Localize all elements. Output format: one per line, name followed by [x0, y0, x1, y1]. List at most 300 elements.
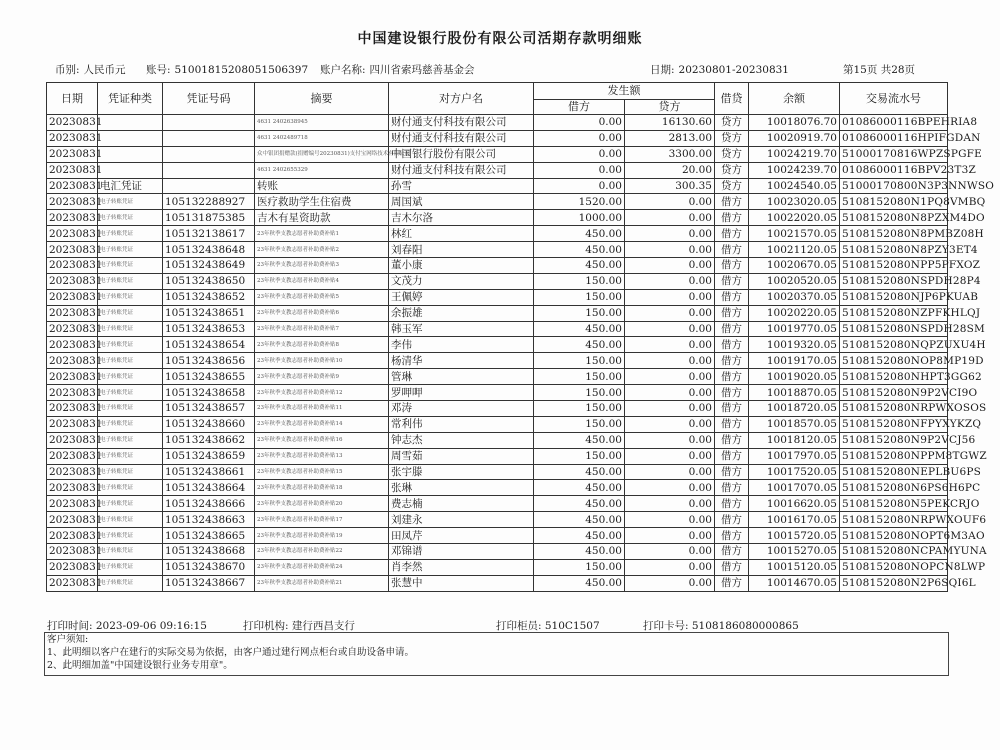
table-row	[47, 194, 948, 210]
cell-serial: 5108152080NHPT3GG62	[840, 369, 948, 385]
cell-memo: 23年秋季支教志愿者补助费补贴15	[255, 464, 389, 480]
cell-date: 20230831	[47, 353, 98, 369]
cell-voucher: 105132438648	[163, 242, 255, 258]
cell-voucher	[163, 178, 255, 194]
table-row	[47, 496, 948, 512]
cell-credit: 0.00	[625, 496, 715, 512]
cell-credit: 3300.00	[625, 146, 715, 162]
cell-credit: 0.00	[625, 559, 715, 575]
cell-dc: 借方	[715, 273, 749, 289]
cell-counterparty: 张琳	[389, 480, 534, 496]
cell-type: 电子转账凭证	[98, 480, 163, 496]
cell-serial: 5108152080NSPDH28P4	[840, 273, 948, 289]
table-row	[47, 416, 948, 432]
notice-line-1: 1、此明细以客户在建行的实际交易为依据，由客户通过建行网点柜台或自助设备申请。	[47, 647, 415, 658]
cell-type: 电子转账凭证	[98, 575, 163, 591]
cell-debit: 450.00	[534, 528, 625, 544]
cell-debit: 150.00	[534, 401, 625, 417]
cell-type: 电子转账凭证	[98, 464, 163, 480]
cell-serial: 01086000116BPEHRIA8	[840, 115, 948, 131]
cell-memo: 23年秋季支教志愿者补助费补贴22	[255, 544, 389, 560]
header-serial: 交易流水号	[840, 83, 948, 115]
cell-balance: 10017520.05	[749, 464, 840, 480]
cell-memo: 转账	[255, 178, 389, 194]
cell-serial: 01086000116BPV23T3Z	[840, 162, 948, 178]
cell-dc: 借方	[715, 544, 749, 560]
header-voucher-type: 凭证种类	[98, 83, 163, 115]
header-credit: 贷方	[625, 100, 715, 115]
cell-date: 20230831	[47, 162, 98, 178]
cell-credit: 0.00	[625, 416, 715, 432]
cell-serial: 5108152080NSPDH28SM	[840, 321, 948, 337]
cell-counterparty: 财付通支付科技有限公司	[389, 115, 534, 131]
cell-counterparty: 张慧中	[389, 575, 534, 591]
cell-balance: 10021570.05	[749, 226, 840, 242]
cell-credit: 0.00	[625, 369, 715, 385]
cell-type: 电子转账凭证	[98, 512, 163, 528]
table-row	[47, 369, 948, 385]
account-info	[146, 62, 308, 77]
cell-type: 电子转账凭证	[98, 385, 163, 401]
cell-credit: 0.00	[625, 464, 715, 480]
cell-debit: 1000.00	[534, 210, 625, 226]
table-row	[47, 337, 948, 353]
cell-voucher: 105132438652	[163, 289, 255, 305]
cell-type: 电子转账凭证	[98, 353, 163, 369]
cell-debit: 0.00	[534, 115, 625, 131]
cell-dc: 借方	[715, 321, 749, 337]
cell-credit: 0.00	[625, 480, 715, 496]
cell-debit: 450.00	[534, 337, 625, 353]
cell-date: 20230831	[47, 226, 98, 242]
cell-date: 20230831	[47, 464, 98, 480]
cell-serial: 5108152080N8PZY3ET4	[840, 242, 948, 258]
table-row	[47, 130, 948, 146]
cell-serial: 5108152080NZPFKHLQJ	[840, 305, 948, 321]
cell-type: 电子转账凭证	[98, 448, 163, 464]
cell-date: 20230831	[47, 432, 98, 448]
cell-credit: 0.00	[625, 575, 715, 591]
cell-memo: 23年秋季支教志愿者补助费补贴6	[255, 305, 389, 321]
cell-memo: 4631 2402489718	[255, 130, 389, 146]
cell-balance: 10018720.05	[749, 401, 840, 417]
cell-counterparty: 文茂力	[389, 273, 534, 289]
cell-debit: 450.00	[534, 480, 625, 496]
cell-balance: 10016620.05	[749, 496, 840, 512]
cell-date: 20230831	[47, 305, 98, 321]
table-row	[47, 305, 948, 321]
cell-date: 20230831	[47, 369, 98, 385]
cell-date: 20230831	[47, 321, 98, 337]
cell-balance: 10017970.05	[749, 448, 840, 464]
cell-type: 电子转账凭证	[98, 289, 163, 305]
cell-date: 20230831	[47, 544, 98, 560]
cell-counterparty: 肖李然	[389, 559, 534, 575]
cell-type: 电汇凭证	[98, 178, 163, 194]
cell-balance: 10018570.05	[749, 416, 840, 432]
header-balance: 余额	[749, 83, 840, 115]
cell-credit: 0.00	[625, 448, 715, 464]
table-row	[47, 178, 948, 194]
cell-dc: 借方	[715, 242, 749, 258]
cell-type: 电子转账凭证	[98, 242, 163, 258]
cell-memo: 23年秋季支教志愿者补助费补贴18	[255, 480, 389, 496]
cell-serial: 5108152080NQPZUXU4H	[840, 337, 948, 353]
cell-balance: 10018870.05	[749, 385, 840, 401]
cell-counterparty: 管琳	[389, 369, 534, 385]
header-date: 日期	[47, 83, 98, 115]
header-counterparty: 对方户名	[389, 83, 534, 115]
cell-credit: 0.00	[625, 432, 715, 448]
cell-counterparty: 刘建永	[389, 512, 534, 528]
cell-date: 20230831	[47, 258, 98, 274]
account-name-info	[320, 62, 475, 77]
cell-voucher: 105132438662	[163, 432, 255, 448]
cell-counterparty: 周雪茹	[389, 448, 534, 464]
cell-type: 电子转账凭证	[98, 258, 163, 274]
cell-voucher: 105131875385	[163, 210, 255, 226]
cell-balance: 10019770.05	[749, 321, 840, 337]
cell-balance: 10023020.05	[749, 194, 840, 210]
cell-dc: 借方	[715, 305, 749, 321]
cell-counterparty: 常利伟	[389, 416, 534, 432]
cell-credit: 0.00	[625, 385, 715, 401]
cell-credit: 0.00	[625, 289, 715, 305]
table-row	[47, 321, 948, 337]
cell-dc: 借方	[715, 528, 749, 544]
transaction-rows	[47, 115, 995, 592]
cell-balance: 10017070.05	[749, 480, 840, 496]
cell-debit: 0.00	[534, 178, 625, 194]
cell-debit: 150.00	[534, 289, 625, 305]
cell-serial: 5108152080NFPYXYKZQ	[840, 416, 948, 432]
cell-type: 电子转账凭证	[98, 194, 163, 210]
cell-date: 20230831	[47, 480, 98, 496]
cell-credit: 0.00	[625, 401, 715, 417]
print-time: 打印时间: 2023-09-06 09:16:15	[47, 620, 207, 632]
cell-date: 20230831	[47, 512, 98, 528]
table-row	[47, 559, 948, 575]
cell-type: 电子转账凭证	[98, 416, 163, 432]
cell-voucher: 105132438655	[163, 369, 255, 385]
cell-dc: 借方	[715, 559, 749, 575]
cell-serial: 5108152080N9P2VCI9O	[840, 385, 948, 401]
cell-counterparty: 刘春阳	[389, 242, 534, 258]
account-name-label: 账户名称:	[320, 64, 366, 76]
cell-serial: 51000170800N3P3NNWSO	[840, 178, 948, 194]
cell-debit: 150.00	[534, 448, 625, 464]
cell-balance: 10015270.05	[749, 544, 840, 560]
cell-type	[98, 162, 163, 178]
cell-type: 电子转账凭证	[98, 369, 163, 385]
date-range-label: 日期:	[650, 64, 675, 76]
cell-voucher: 105132438649	[163, 258, 255, 274]
cell-balance: 10020670.05	[749, 258, 840, 274]
table-row	[47, 480, 948, 496]
cell-credit: 20.00	[625, 162, 715, 178]
cell-serial: 5108152080NOP8MP19D	[840, 353, 948, 369]
date-range-info	[650, 62, 789, 77]
cell-date: 20230831	[47, 289, 98, 305]
cell-counterparty: 罗呷呷	[389, 385, 534, 401]
page-info: 第15页 共28页	[843, 64, 916, 76]
cell-type	[98, 146, 163, 162]
cell-counterparty: 杨清华	[389, 353, 534, 369]
date-range-value: 20230801-20230831	[678, 64, 789, 76]
cell-dc: 借方	[715, 401, 749, 417]
cell-dc: 借方	[715, 464, 749, 480]
cell-serial: 51000170816WPZSPGFE	[840, 146, 948, 162]
cell-dc: 借方	[715, 575, 749, 591]
currency-info	[55, 62, 126, 77]
cell-credit: 0.00	[625, 258, 715, 274]
cell-memo: 23年秋季支教志愿者补助费补贴14	[255, 416, 389, 432]
cell-counterparty: 林红	[389, 226, 534, 242]
cell-voucher: 105132438666	[163, 496, 255, 512]
cell-balance: 10015720.05	[749, 528, 840, 544]
cell-counterparty: 周国斌	[389, 194, 534, 210]
table-row	[47, 226, 948, 242]
cell-serial: 5108152080NOPT6M3AO	[840, 528, 948, 544]
cell-serial: 5108152080NPPM8TGWZ	[840, 448, 948, 464]
cell-memo: 23年秋季支教志愿者补助费补贴16	[255, 432, 389, 448]
cell-serial: 5108152080N2P6SQI6L	[840, 575, 948, 591]
cell-balance: 10024219.70	[749, 146, 840, 162]
cell-memo: 23年秋季支教志愿者补助费补贴24	[255, 559, 389, 575]
cell-voucher: 105132438657	[163, 401, 255, 417]
cell-counterparty: 吉木尔洛	[389, 210, 534, 226]
header-memo: 摘要	[255, 83, 389, 115]
cell-balance: 10022020.05	[749, 210, 840, 226]
cell-debit: 0.00	[534, 162, 625, 178]
cell-balance: 10020220.05	[749, 305, 840, 321]
table-row	[47, 258, 948, 274]
cell-type: 电子转账凭证	[98, 273, 163, 289]
cell-dc: 借方	[715, 448, 749, 464]
cell-voucher: 105132438670	[163, 559, 255, 575]
cell-voucher	[163, 115, 255, 131]
cell-debit: 150.00	[534, 305, 625, 321]
cell-voucher: 105132288927	[163, 194, 255, 210]
cell-memo: 4631 2402655329	[255, 162, 389, 178]
cell-type: 电子转账凭证	[98, 210, 163, 226]
cell-debit: 450.00	[534, 464, 625, 480]
cell-memo: 23年秋季支教志愿者补助费补贴1	[255, 226, 389, 242]
header-amount: 发生额	[534, 83, 715, 100]
cell-date: 20230831	[47, 528, 98, 544]
header-voucher-no: 凭证号码	[163, 83, 255, 115]
currency-value: 人民币元	[83, 64, 126, 76]
cell-debit: 1520.00	[534, 194, 625, 210]
cell-serial: 5108152080N9P2VCJ56	[840, 432, 948, 448]
cell-counterparty: 余振雄	[389, 305, 534, 321]
cell-memo: 23年秋季支教志愿者补助费补贴21	[255, 575, 389, 591]
cell-counterparty: 孙雪	[389, 178, 534, 194]
account-value: 51001815208051506397	[174, 64, 309, 76]
cell-debit: 450.00	[534, 258, 625, 274]
table-row	[47, 544, 948, 560]
header-debit: 借方	[534, 100, 625, 115]
cell-type: 电子转账凭证	[98, 305, 163, 321]
cell-balance: 10015120.05	[749, 559, 840, 575]
cell-dc: 贷方	[715, 115, 749, 131]
cell-counterparty: 李伟	[389, 337, 534, 353]
table-row	[47, 273, 948, 289]
table-row	[47, 448, 948, 464]
cell-dc: 借方	[715, 416, 749, 432]
cell-balance: 10016170.05	[749, 512, 840, 528]
cell-memo: 23年秋季支教志愿者补助费补贴8	[255, 337, 389, 353]
cell-dc: 借方	[715, 353, 749, 369]
cell-dc: 借方	[715, 369, 749, 385]
cell-credit: 0.00	[625, 337, 715, 353]
cell-voucher	[163, 130, 255, 146]
table-row	[47, 385, 948, 401]
cell-balance: 10019170.05	[749, 353, 840, 369]
cell-date: 20230831	[47, 178, 98, 194]
cell-debit: 450.00	[534, 544, 625, 560]
table-row	[47, 162, 948, 178]
cell-voucher: 105132438653	[163, 321, 255, 337]
table-row	[47, 115, 948, 131]
cell-balance: 10020520.05	[749, 273, 840, 289]
cell-debit: 150.00	[534, 416, 625, 432]
cell-voucher: 105132138617	[163, 226, 255, 242]
cell-voucher: 105132438660	[163, 416, 255, 432]
cell-date: 20230831	[47, 210, 98, 226]
cell-type: 电子转账凭证	[98, 337, 163, 353]
cell-balance: 10019320.05	[749, 337, 840, 353]
cell-memo: 23年秋季支教志愿者补助费补贴3	[255, 258, 389, 274]
cell-balance: 10024239.70	[749, 162, 840, 178]
cell-counterparty: 邓锦谱	[389, 544, 534, 560]
cell-memo: 23年秋季支教志愿者补助费补贴10	[255, 353, 389, 369]
cell-type: 电子转账凭证	[98, 528, 163, 544]
currency-label: 币别:	[55, 64, 80, 76]
cell-counterparty: 财付通支付科技有限公司	[389, 162, 534, 178]
cell-counterparty: 张宇滕	[389, 464, 534, 480]
cell-voucher: 105132438663	[163, 512, 255, 528]
cell-credit: 16130.60	[625, 115, 715, 131]
cell-debit: 150.00	[534, 559, 625, 575]
cell-credit: 0.00	[625, 528, 715, 544]
cell-credit: 0.00	[625, 544, 715, 560]
cell-voucher: 105132438664	[163, 480, 255, 496]
cell-voucher: 105132438654	[163, 337, 255, 353]
cell-debit: 0.00	[534, 130, 625, 146]
cell-voucher: 105132438656	[163, 353, 255, 369]
cell-debit: 0.00	[534, 146, 625, 162]
cell-voucher: 105132438658	[163, 385, 255, 401]
cell-dc: 贷方	[715, 162, 749, 178]
table-row	[47, 512, 948, 528]
cell-serial: 5108152080NJP6PKUAB	[840, 289, 948, 305]
cell-voucher	[163, 162, 255, 178]
cell-serial: 5108152080NPP5PFXOZ	[840, 258, 948, 274]
cell-credit: 0.00	[625, 321, 715, 337]
cell-balance: 10021120.05	[749, 242, 840, 258]
cell-balance: 10019020.05	[749, 369, 840, 385]
cell-voucher: 105132438650	[163, 273, 255, 289]
cell-balance: 10018076.70	[749, 115, 840, 131]
cell-type: 电子转账凭证	[98, 226, 163, 242]
header-dc: 借贷	[715, 83, 749, 115]
cell-dc: 贷方	[715, 178, 749, 194]
cell-date: 20230831	[47, 337, 98, 353]
table-row	[47, 575, 948, 591]
cell-type	[98, 115, 163, 131]
cell-credit: 0.00	[625, 353, 715, 369]
cell-memo: 医疗救助学生住宿费	[255, 194, 389, 210]
cell-balance: 10014670.05	[749, 575, 840, 591]
cell-memo: 23年秋季支教志愿者补助费补贴20	[255, 496, 389, 512]
cell-date: 20230831	[47, 401, 98, 417]
cell-debit: 450.00	[534, 512, 625, 528]
cell-balance: 10024540.05	[749, 178, 840, 194]
cell-debit: 450.00	[534, 242, 625, 258]
cell-debit: 450.00	[534, 321, 625, 337]
table-row	[47, 146, 948, 162]
cell-dc: 借方	[715, 385, 749, 401]
cell-counterparty: 邓涛	[389, 401, 534, 417]
cell-balance: 10020370.05	[749, 289, 840, 305]
cell-credit: 0.00	[625, 305, 715, 321]
cell-serial: 5108152080N5PEKCRJO	[840, 496, 948, 512]
cell-memo: 23年秋季支教志愿者补助费补贴13	[255, 448, 389, 464]
table-row	[47, 242, 948, 258]
cell-debit: 450.00	[534, 226, 625, 242]
cell-serial: 5108152080NRPWXOSOS	[840, 401, 948, 417]
cell-debit: 150.00	[534, 369, 625, 385]
cell-dc: 借方	[715, 512, 749, 528]
cell-memo: 23年秋季支教志愿者补助费补贴2	[255, 242, 389, 258]
table-row	[47, 528, 948, 544]
cell-credit: 0.00	[625, 242, 715, 258]
table-row	[47, 353, 948, 369]
cell-memo: 23年秋季支教志愿者补助费补贴19	[255, 528, 389, 544]
cell-memo: 众中银团捐赠款(捐赠编号20230831)支付宝网络技术有限公司	[255, 146, 389, 162]
cell-date: 20230831	[47, 448, 98, 464]
cell-date: 20230831	[47, 115, 98, 131]
cell-type: 电子转账凭证	[98, 432, 163, 448]
table-row	[47, 210, 948, 226]
cell-dc: 借方	[715, 258, 749, 274]
cell-memo: 23年秋季支教志愿者补助费补贴11	[255, 401, 389, 417]
cell-date: 20230831	[47, 146, 98, 162]
table-row	[47, 289, 948, 305]
cell-date: 20230831	[47, 130, 98, 146]
cell-dc: 借方	[715, 194, 749, 210]
cell-memo: 23年秋季支教志愿者补助费补贴4	[255, 273, 389, 289]
cell-credit: 0.00	[625, 512, 715, 528]
cell-voucher: 105132438661	[163, 464, 255, 480]
cell-credit: 0.00	[625, 273, 715, 289]
cell-voucher: 105132438659	[163, 448, 255, 464]
cell-counterparty: 费志楠	[389, 496, 534, 512]
cell-balance: 10020919.70	[749, 130, 840, 146]
cell-type: 电子转账凭证	[98, 544, 163, 560]
cell-serial: 5108152080N6PS6H6PC	[840, 480, 948, 496]
cell-memo: 4631 2402638945	[255, 115, 389, 131]
cell-date: 20230831	[47, 385, 98, 401]
cell-voucher: 105132438665	[163, 528, 255, 544]
table-row	[47, 432, 948, 448]
account-label: 账号:	[146, 64, 171, 76]
cell-debit: 450.00	[534, 432, 625, 448]
account-name-value: 四川省索玛慈善基金会	[369, 64, 475, 76]
cell-debit: 150.00	[534, 353, 625, 369]
cell-counterparty: 中国银行股份有限公司	[389, 146, 534, 162]
